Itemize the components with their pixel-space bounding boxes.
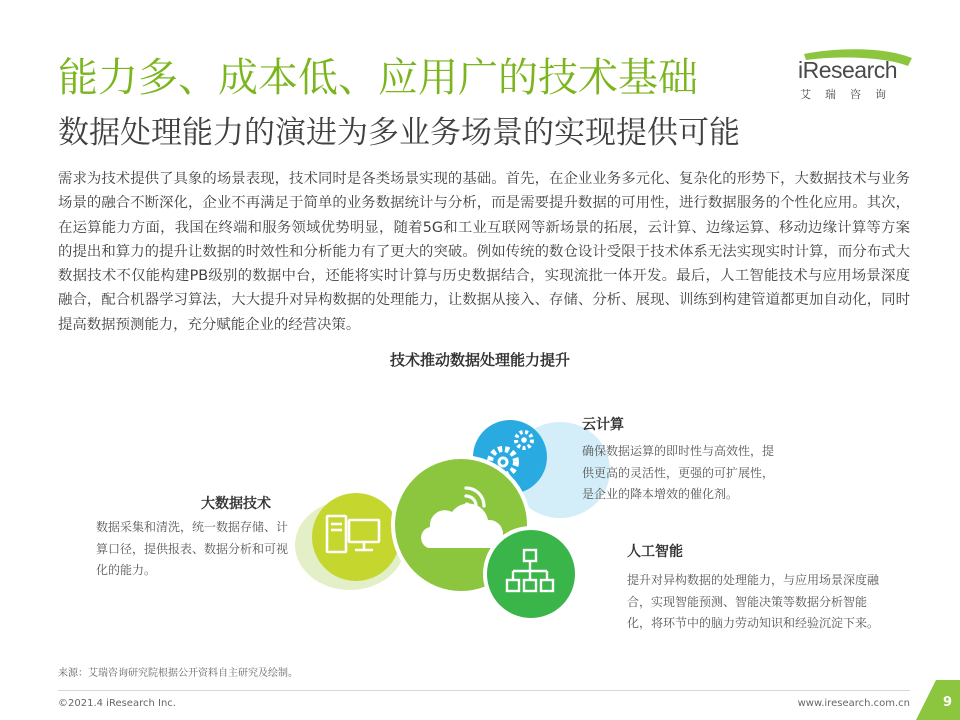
ai-text: 提升对异构数据的处理能力，与应用场景深度融合，实现智能预测、智能决策等数据分析智能化，将环节中的脑力劳动知识和经验沉淀下来。 — [627, 573, 880, 630]
page-corner-tab — [916, 680, 960, 720]
logo-wordmark: iResearch — [798, 57, 898, 83]
page-title: 能力多、成本低、应用广的技术基础 — [58, 55, 698, 101]
big-data-title: 大数据技术 — [201, 496, 271, 512]
footer-divider — [58, 690, 910, 691]
big-data-text: 数据采集和清洗，统一数据存储、计算口径，提供报表、数据分析和可视化的能力。 — [96, 520, 289, 577]
cloud-title: 云计算 — [582, 417, 624, 433]
cloud-text: 确保数据运算的即时性与高效性，提供更高的灵活性，更强的可扩展性，是企业的降本增效的催化剂。 — [582, 444, 775, 501]
copyright: ©2021.4 iResearch Inc. — [58, 698, 176, 709]
ai-circle — [485, 528, 577, 620]
page-subtitle: 数据处理能力的演进为多业务场景的实现提供可能 — [58, 115, 740, 151]
website-link[interactable]: www.iresearch.com.cn — [797, 698, 910, 709]
page-number: 9 — [942, 695, 952, 710]
source-note: 来源：艾瑞咨询研究院根据公开资料自主研究及绘制。 — [58, 668, 298, 679]
logo-subtitle: 艾瑞咨询 — [800, 88, 900, 101]
ai-title: 人工智能 — [627, 544, 683, 560]
diagram-title: 技术推动数据处理能力提升 — [389, 351, 570, 369]
big-data-circle — [312, 493, 400, 581]
intro-paragraph: 需求为技术提供了具象的场景表现，技术同时是各类场景实现的基础。首先，在企业业务多元化、复杂化的形势下，大数据技术与业务场景的融合不断深化，企业不再满足于简单的业务数据统计与分析，而是需要提升数据的可用性，进行数据服务的个性化应用。其次，在运算能力方面，我国在终端和服务领域优势明显，随着5G和工业互联网等新场景的拓展，云计算、边缘运算、移动边缘计算等方案的提出和算力的提升让数据的时效性和分析能力有了更大的突破。例如传统的数仓设计受限于技术体系无法实现实时计算，而分布式大数据技术不仅能构建PB级别的数据中台，还能将实时计算与历史数据结合，实现流批一体开发。最后，人工智能技术与应用场景深度融合，配合机器学习算法，大大提升对异构数据的处理能力，让数据从接入、存储、分析、展现、训练到构建管道都更加自动化，同时提高数据预测能力，充分赋能企业的经营决策。 — [58, 171, 910, 333]
